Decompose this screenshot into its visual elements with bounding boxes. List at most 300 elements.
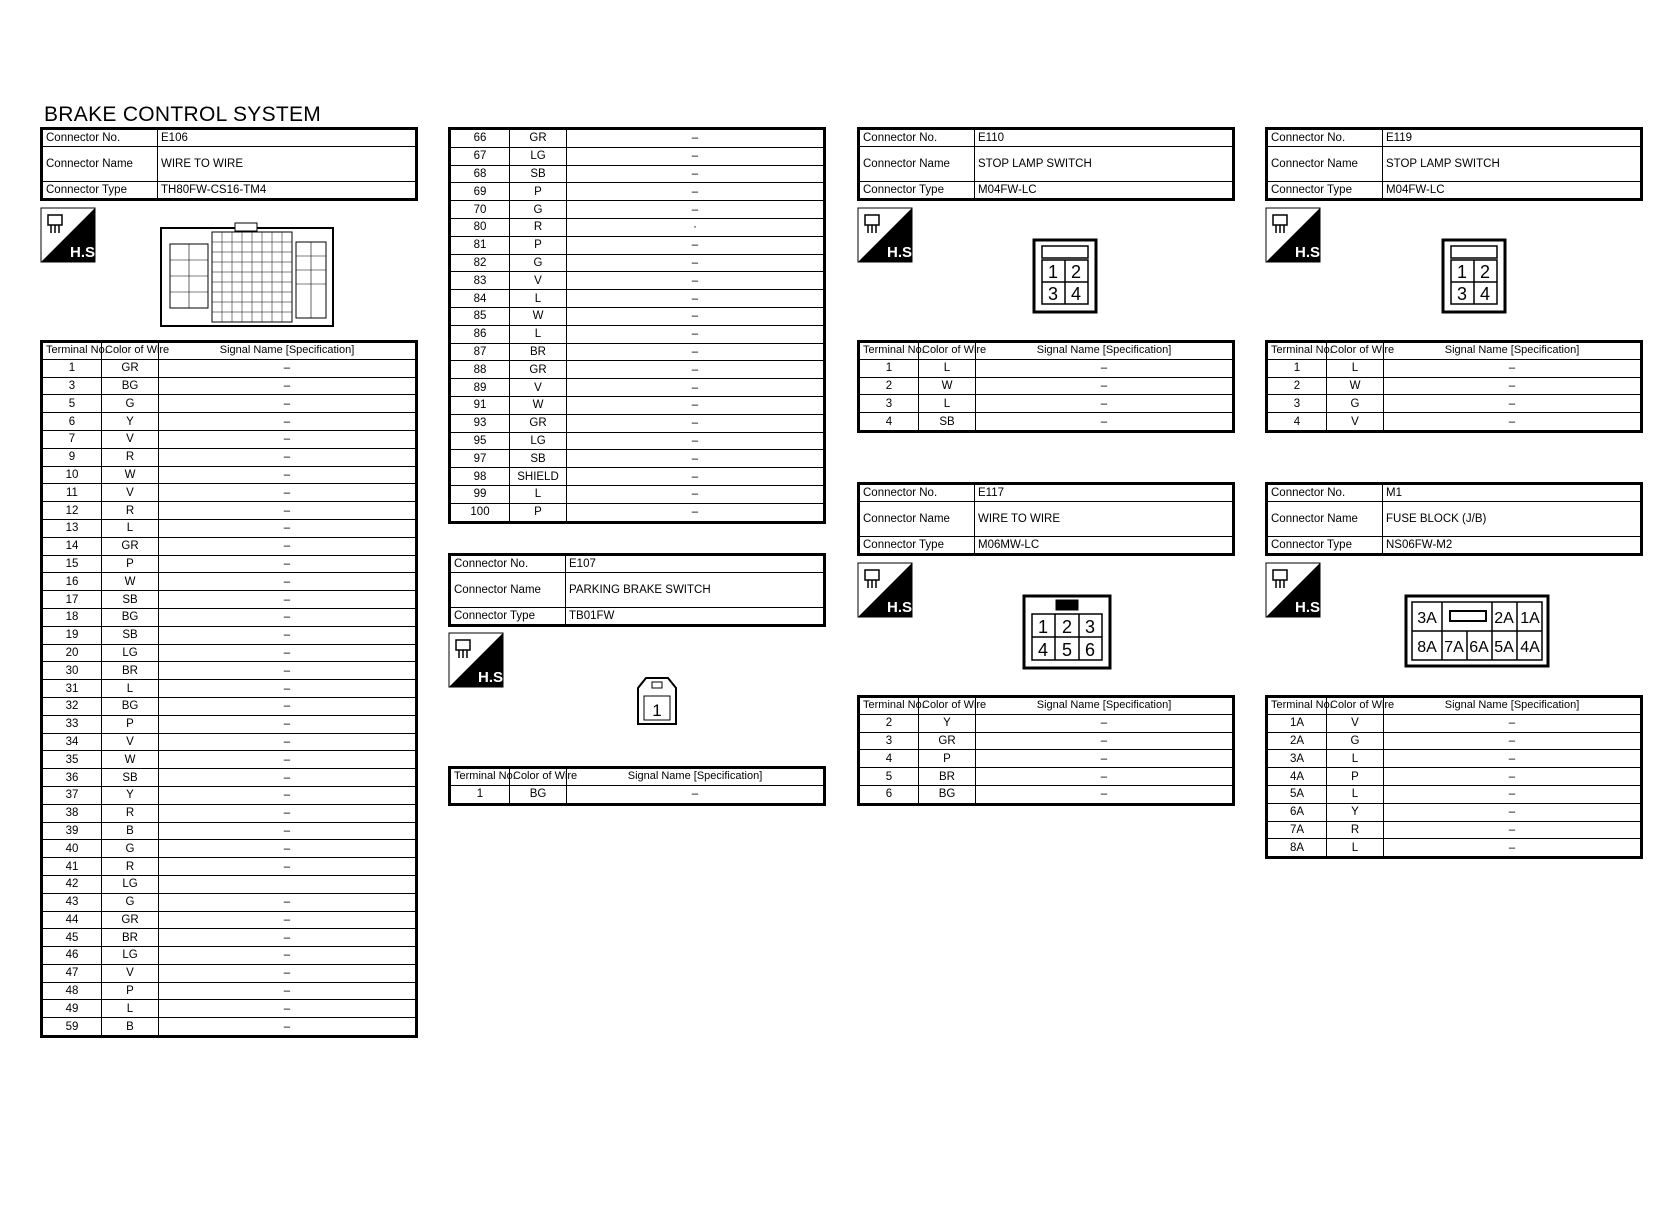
wire-color-cell: GR — [102, 911, 159, 929]
signal-name-cell: – — [567, 485, 825, 503]
signal-name-cell: – — [159, 519, 417, 537]
hs-badge-label: H.S. — [1295, 244, 1325, 261]
wire-color-cell: G — [510, 201, 567, 219]
wire-color-cell: P — [102, 555, 159, 573]
terminal-row — [450, 129, 825, 148]
wire-color-cell: P — [510, 236, 567, 254]
connector-e106-info — [40, 127, 418, 201]
terminal-no-cell: 15 — [42, 555, 102, 573]
signal-name-cell: – — [567, 272, 825, 290]
wire-color-cell: LG — [102, 644, 159, 662]
wire-color-cell: V — [102, 964, 159, 982]
signal-name-cell: – — [567, 432, 825, 450]
terminal-no-cell: 2 — [859, 714, 919, 732]
connector-no-label: Connector No. — [1267, 129, 1383, 147]
terminal-no-cell: 100 — [450, 503, 510, 522]
terminal-no-cell: 5 — [859, 768, 919, 786]
connector-e110-terminal-table — [857, 340, 1235, 433]
connector-name-label: Connector Name — [1267, 502, 1383, 537]
terminal-no-cell: 7A — [1267, 821, 1327, 839]
signal-name-cell: – — [159, 697, 417, 715]
connector-e106-terminal-table-a — [40, 340, 418, 1038]
terminal-row — [450, 785, 825, 804]
terminal-no-cell: 95 — [450, 432, 510, 450]
signal-name-cell: – — [159, 395, 417, 413]
wire-color-cell: P — [919, 750, 976, 768]
wire-color-cell: BG — [102, 377, 159, 395]
terminal-row — [450, 396, 825, 414]
wire-color-cell: LG — [510, 147, 567, 165]
wire-color-cell: V — [102, 733, 159, 751]
connector-name-value: STOP LAMP SWITCH — [975, 147, 1234, 182]
terminal-row — [42, 644, 417, 662]
hs-badge-label: H.S. — [1295, 599, 1325, 616]
terminal-no-cell: 32 — [42, 697, 102, 715]
connector-type-label: Connector Type — [42, 182, 158, 200]
terminal-row — [1267, 714, 1642, 732]
connector-e110-face-diagram — [1032, 238, 1098, 319]
terminal-row — [42, 964, 417, 982]
signal-name-cell: – — [159, 591, 417, 609]
terminal-row — [42, 413, 417, 431]
connector-name-value: STOP LAMP SWITCH — [1383, 147, 1642, 182]
signal-name-cell: – — [976, 413, 1234, 432]
terminal-no-cell: 86 — [450, 325, 510, 343]
wire-color-cell: G — [1327, 395, 1384, 413]
terminal-row — [42, 769, 417, 787]
signal-name-cell: – — [159, 377, 417, 395]
signal-name-cell: – — [159, 911, 417, 929]
terminal-row — [42, 377, 417, 395]
wire-color-cell: G — [1327, 732, 1384, 750]
terminal-row — [450, 290, 825, 308]
terminal-row — [1267, 750, 1642, 768]
connector-no-value: E106 — [158, 129, 417, 147]
page-title: BRAKE CONTROL SYSTEM — [44, 103, 322, 126]
wire-color-cell: L — [1327, 750, 1384, 768]
wire-color-cell: W — [102, 573, 159, 591]
terminal-no-cell: 1 — [42, 359, 102, 377]
terminal-row — [42, 733, 417, 751]
wire-color-cell: GR — [919, 732, 976, 750]
connector-e117-info — [857, 482, 1235, 556]
connector-type-value: TB01FW — [566, 608, 825, 626]
signal-name-cell: – — [159, 982, 417, 1000]
pin-label: 4 — [1070, 284, 1082, 304]
signal-name-header: Signal Name [Specification] — [159, 342, 417, 360]
color-of-wire-header: Color of Wire — [1327, 697, 1384, 715]
terminal-no-cell: 5A — [1267, 785, 1327, 803]
wire-color-cell: L — [1327, 359, 1384, 377]
terminal-row — [1267, 803, 1642, 821]
wire-color-cell: BR — [919, 768, 976, 786]
terminal-row — [450, 165, 825, 183]
connector-e110-info — [857, 127, 1235, 201]
connector-name-value: PARKING BRAKE SWITCH — [566, 573, 825, 608]
terminal-row — [450, 147, 825, 165]
terminal-row — [450, 201, 825, 219]
pin-label: 3 — [1456, 284, 1468, 304]
signal-name-cell: – — [159, 573, 417, 591]
terminal-no-cell: 20 — [42, 644, 102, 662]
pin-label: 3A — [1417, 610, 1437, 627]
color-of-wire-header: Color of Wire — [102, 342, 159, 360]
signal-name-cell: – — [159, 644, 417, 662]
connector-type-label: Connector Type — [859, 537, 975, 555]
terminal-row — [1267, 377, 1642, 395]
signal-name-cell: – — [159, 537, 417, 555]
terminal-no-cell: 88 — [450, 361, 510, 379]
connector-e119-terminal-table — [1265, 340, 1643, 433]
terminal-row — [42, 911, 417, 929]
connector-no-value: E107 — [566, 555, 825, 573]
terminal-no-cell: 2 — [1267, 377, 1327, 395]
terminal-row — [450, 414, 825, 432]
wire-color-cell: R — [1327, 821, 1384, 839]
hs-badge-icon — [1265, 207, 1325, 263]
terminal-row — [42, 662, 417, 680]
connector-name-label: Connector Name — [450, 573, 566, 608]
pin-label: 7A — [1444, 639, 1464, 656]
connector-no-label: Connector No. — [1267, 484, 1383, 502]
terminal-row — [1267, 785, 1642, 803]
signal-name-cell: – — [567, 361, 825, 379]
terminal-no-cell: 6 — [859, 785, 919, 804]
terminal-no-cell: 2 — [859, 377, 919, 395]
pin-label: 1 — [1037, 617, 1049, 637]
terminal-no-cell: 1 — [1267, 359, 1327, 377]
terminal-no-cell: 82 — [450, 254, 510, 272]
terminal-no-cell: 1 — [450, 785, 510, 804]
signal-name-cell: – — [159, 858, 417, 876]
wire-color-cell: P — [510, 503, 567, 522]
wire-color-cell: R — [102, 858, 159, 876]
signal-name-cell: – — [1384, 785, 1642, 803]
pin-label: 1A — [1520, 610, 1540, 627]
signal-name-cell: – — [567, 785, 825, 804]
terminal-no-cell: 10 — [42, 466, 102, 484]
connector-name-value: WIRE TO WIRE — [975, 502, 1234, 537]
signal-name-cell: – — [159, 555, 417, 573]
wire-color-cell: SB — [102, 769, 159, 787]
terminal-row — [859, 377, 1234, 395]
terminal-no-cell: 7 — [42, 430, 102, 448]
connector-name-value: FUSE BLOCK (J/B) — [1383, 502, 1642, 537]
hs-badge-icon — [40, 207, 100, 263]
terminal-row — [1267, 395, 1642, 413]
signal-name-cell: – — [567, 165, 825, 183]
terminal-no-cell: 3 — [42, 377, 102, 395]
color-of-wire-header: Color of Wire — [1327, 342, 1384, 360]
wire-color-cell: G — [102, 893, 159, 911]
signal-name-cell: – — [159, 413, 417, 431]
terminal-no-cell: 4A — [1267, 768, 1327, 786]
terminal-row — [450, 361, 825, 379]
terminal-row — [42, 484, 417, 502]
signal-name-cell: – — [159, 947, 417, 965]
wire-color-cell: W — [102, 466, 159, 484]
connector-m1-terminal-table — [1265, 695, 1643, 859]
wire-color-cell: B — [102, 1018, 159, 1037]
terminal-no-cell: 39 — [42, 822, 102, 840]
signal-name-cell: – — [159, 626, 417, 644]
terminal-no-header: Terminal No. — [859, 342, 919, 360]
terminal-row — [450, 218, 825, 236]
hs-badge-icon — [857, 207, 917, 263]
wire-color-cell: V — [510, 379, 567, 397]
wire-color-cell: V — [1327, 413, 1384, 432]
terminal-no-cell: 67 — [450, 147, 510, 165]
terminal-no-cell: 45 — [42, 929, 102, 947]
hs-badge-icon — [448, 632, 508, 688]
signal-name-cell: – — [567, 183, 825, 201]
terminal-no-cell: 68 — [450, 165, 510, 183]
wire-color-cell: Y — [1327, 803, 1384, 821]
terminal-no-cell: 93 — [450, 414, 510, 432]
pin-label: 2 — [1479, 262, 1491, 282]
terminal-no-cell: 6 — [42, 413, 102, 431]
terminal-row — [42, 751, 417, 769]
wire-color-cell: R — [102, 448, 159, 466]
wire-color-cell: L — [919, 359, 976, 377]
signal-name-header: Signal Name [Specification] — [976, 342, 1234, 360]
wire-color-cell: L — [510, 290, 567, 308]
signal-name-cell: – — [1384, 714, 1642, 732]
terminal-row — [42, 395, 417, 413]
signal-name-cell: – — [159, 680, 417, 698]
signal-name-cell: – — [159, 715, 417, 733]
wire-color-cell: L — [102, 519, 159, 537]
terminal-no-cell: 47 — [42, 964, 102, 982]
signal-name-cell: – — [567, 396, 825, 414]
signal-name-cell: – — [976, 732, 1234, 750]
terminal-row — [42, 715, 417, 733]
signal-name-header: Signal Name [Specification] — [1384, 697, 1642, 715]
terminal-row — [450, 272, 825, 290]
signal-name-cell: – — [1384, 803, 1642, 821]
signal-name-cell: – — [567, 325, 825, 343]
terminal-row — [42, 359, 417, 377]
terminal-row — [42, 608, 417, 626]
terminal-no-cell: 18 — [42, 608, 102, 626]
signal-name-cell: – — [159, 502, 417, 520]
signal-name-cell: – — [567, 343, 825, 361]
signal-name-cell: – — [567, 503, 825, 522]
terminal-row — [859, 732, 1234, 750]
connector-no-label: Connector No. — [450, 555, 566, 573]
terminal-row — [450, 379, 825, 397]
signal-name-cell: – — [1384, 768, 1642, 786]
terminal-row — [42, 502, 417, 520]
terminal-no-cell: 4 — [859, 750, 919, 768]
connector-name-label: Connector Name — [859, 502, 975, 537]
connector-e107-info — [448, 553, 826, 627]
signal-name-cell: – — [1384, 839, 1642, 858]
wire-color-cell: L — [102, 1000, 159, 1018]
pin-label: 1 — [1047, 262, 1059, 282]
terminal-no-header: Terminal No. — [42, 342, 102, 360]
terminal-no-cell: 14 — [42, 537, 102, 555]
terminal-row — [42, 858, 417, 876]
terminal-no-cell: 30 — [42, 662, 102, 680]
wire-color-cell: L — [510, 325, 567, 343]
connector-e117-face-diagram — [1022, 594, 1112, 675]
terminal-no-cell: 66 — [450, 129, 510, 148]
connector-no-value: E110 — [975, 129, 1234, 147]
terminal-no-cell: 89 — [450, 379, 510, 397]
signal-name-cell: – — [567, 307, 825, 325]
terminal-no-cell: 37 — [42, 786, 102, 804]
terminal-no-cell: 87 — [450, 343, 510, 361]
terminal-no-cell: 9 — [42, 448, 102, 466]
terminal-row — [1267, 359, 1642, 377]
connector-type-label: Connector Type — [859, 182, 975, 200]
terminal-row — [42, 875, 417, 893]
wire-color-cell: LG — [102, 947, 159, 965]
wire-color-cell: W — [1327, 377, 1384, 395]
signal-name-cell: – — [567, 236, 825, 254]
signal-name-cell: – — [567, 414, 825, 432]
wire-color-cell: P — [1327, 768, 1384, 786]
terminal-no-header: Terminal No. — [1267, 697, 1327, 715]
terminal-no-cell: 1A — [1267, 714, 1327, 732]
signal-name-cell: – — [567, 129, 825, 148]
terminal-row — [1267, 732, 1642, 750]
terminal-row — [42, 893, 417, 911]
signal-name-cell: – — [159, 840, 417, 858]
wire-color-cell: Y — [919, 714, 976, 732]
wire-color-cell: G — [102, 395, 159, 413]
terminal-row — [42, 519, 417, 537]
signal-name-cell: – — [159, 484, 417, 502]
wire-color-cell: V — [102, 430, 159, 448]
connector-type-value: M04FW-LC — [975, 182, 1234, 200]
pin-label: 6A — [1469, 639, 1489, 656]
terminal-row — [42, 982, 417, 1000]
signal-name-cell: – — [1384, 359, 1642, 377]
signal-name-cell: – — [159, 359, 417, 377]
wire-color-cell: SHIELD — [510, 468, 567, 486]
wire-color-cell: GR — [102, 359, 159, 377]
terminal-no-cell: 85 — [450, 307, 510, 325]
terminal-row — [450, 307, 825, 325]
connector-name-label: Connector Name — [42, 147, 158, 182]
wire-color-cell: LG — [102, 875, 159, 893]
hs-badge-icon — [1265, 562, 1325, 618]
wire-color-cell: P — [510, 183, 567, 201]
terminal-no-cell: 3 — [859, 395, 919, 413]
signal-name-cell: – — [567, 468, 825, 486]
terminal-no-header: Terminal No. — [450, 768, 510, 786]
wire-color-cell: SB — [510, 450, 567, 468]
signal-name-cell: – — [159, 662, 417, 680]
terminal-row — [450, 485, 825, 503]
signal-name-cell: – — [159, 733, 417, 751]
terminal-no-cell: 4 — [859, 413, 919, 432]
connector-no-value: M1 — [1383, 484, 1642, 502]
signal-name-cell: – — [976, 785, 1234, 804]
terminal-no-cell: 1 — [859, 359, 919, 377]
pin-label: 4 — [1479, 284, 1491, 304]
wire-color-cell: SB — [102, 626, 159, 644]
wire-color-cell: SB — [919, 413, 976, 432]
terminal-row — [42, 537, 417, 555]
wire-color-cell: V — [510, 272, 567, 290]
wire-color-cell: GR — [510, 361, 567, 379]
wire-color-cell: BR — [102, 662, 159, 680]
signal-name-cell: – — [567, 254, 825, 272]
terminal-row — [42, 430, 417, 448]
terminal-row — [42, 840, 417, 858]
wire-color-cell: V — [1327, 714, 1384, 732]
terminal-no-cell: 3 — [1267, 395, 1327, 413]
terminal-row — [859, 785, 1234, 804]
terminal-row — [1267, 839, 1642, 858]
wire-color-cell: P — [102, 715, 159, 733]
terminal-no-header: Terminal No. — [1267, 342, 1327, 360]
terminal-row — [450, 450, 825, 468]
terminal-row — [1267, 768, 1642, 786]
pin-label: 2A — [1494, 610, 1514, 627]
signal-name-cell: – — [159, 893, 417, 911]
connector-e106-face-diagram — [160, 222, 336, 335]
terminal-row — [42, 448, 417, 466]
pin-label: 3 — [1047, 284, 1059, 304]
terminal-row — [450, 183, 825, 201]
connector-e117-terminal-table — [857, 695, 1235, 806]
signal-name-cell — [159, 875, 417, 893]
terminal-row — [42, 1000, 417, 1018]
terminal-row — [450, 503, 825, 522]
connector-type-value: TH80FW-CS16-TM4 — [158, 182, 417, 200]
pin-label: 3 — [1084, 617, 1096, 637]
signal-name-cell: – — [159, 804, 417, 822]
connector-e106-terminal-table-b — [448, 127, 826, 524]
signal-name-header: Signal Name [Specification] — [976, 697, 1234, 715]
connector-m1-face-diagram — [1404, 594, 1550, 673]
pin-label: 4A — [1520, 639, 1540, 656]
signal-name-cell: – — [159, 608, 417, 626]
signal-name-cell: – — [159, 466, 417, 484]
signal-name-cell: – — [159, 430, 417, 448]
pin-label: 4 — [1037, 640, 1049, 660]
signal-name-cell: – — [159, 1018, 417, 1037]
signal-name-cell: – — [159, 822, 417, 840]
terminal-no-cell: 81 — [450, 236, 510, 254]
terminal-row — [450, 343, 825, 361]
wire-color-cell: BG — [102, 697, 159, 715]
color-of-wire-header: Color of Wire — [919, 697, 976, 715]
signal-name-cell: – — [1384, 395, 1642, 413]
wire-color-cell: BR — [510, 343, 567, 361]
terminal-no-header: Terminal No. — [859, 697, 919, 715]
pin-label: 2 — [1061, 617, 1073, 637]
wire-color-cell: GR — [510, 414, 567, 432]
signal-name-header: Signal Name [Specification] — [567, 768, 825, 786]
wire-color-cell: BG — [919, 785, 976, 804]
terminal-no-cell: 59 — [42, 1018, 102, 1037]
hs-badge-icon — [857, 562, 917, 618]
terminal-no-cell: 2A — [1267, 732, 1327, 750]
terminal-row — [42, 947, 417, 965]
terminal-no-cell: 33 — [42, 715, 102, 733]
terminal-no-cell: 4 — [1267, 413, 1327, 432]
terminal-no-cell: 98 — [450, 468, 510, 486]
terminal-row — [42, 466, 417, 484]
signal-name-cell: – — [159, 448, 417, 466]
terminal-row — [859, 714, 1234, 732]
terminal-no-cell: 3 — [859, 732, 919, 750]
